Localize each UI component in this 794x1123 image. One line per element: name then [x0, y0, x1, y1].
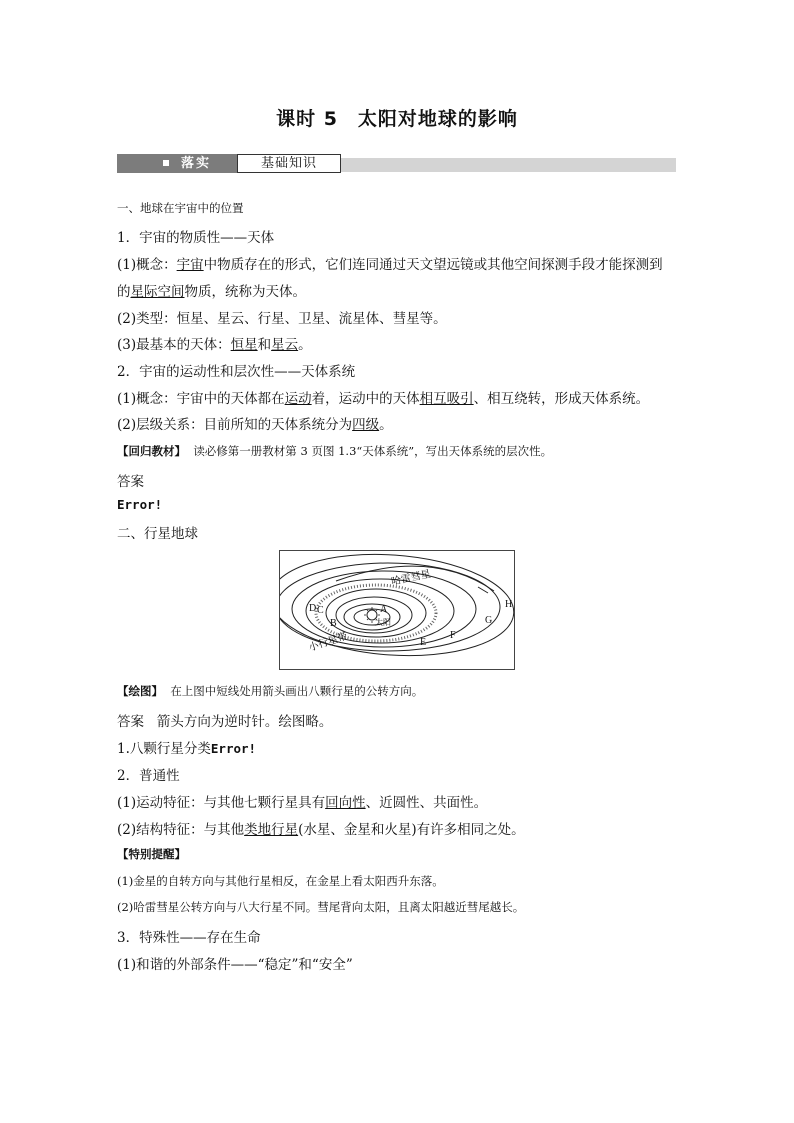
- review-textbook-note: 【回归教材】 读必修第一册教材第 3 页图 1.3“天体系统”，写出天体系统的层次性。: [117, 444, 553, 458]
- basic-body-line: (3)最基本的天体：恒星和星云。: [117, 337, 312, 353]
- type-line: (2)类型：恒星、星云、行星、卫星、流星体、彗星等。: [117, 311, 447, 327]
- square-bullet-icon: [163, 160, 169, 166]
- section-banner: [117, 154, 676, 173]
- answer-label: 答案: [117, 474, 144, 490]
- subsection-title: 2．宇宙的运动性和层次性——天体系统: [117, 364, 356, 380]
- asteroid-belt-label: 小行星带: [307, 631, 349, 654]
- drawing-answer: 答案 箭头方向为逆时针。绘图略。: [117, 714, 333, 730]
- reminder-line-2: (2)哈雷彗星公转方向与八大行星不同。彗尾背向太阳，且离太阳越近彗尾越长。: [117, 900, 525, 914]
- planet-label-f: F: [450, 630, 456, 641]
- concept-line-2: 的星际空间物质，统称为天体。: [117, 284, 306, 300]
- planet-classification-line: 1.八颗行星分类Error!: [117, 741, 257, 757]
- planet-label-a: A: [380, 604, 388, 615]
- banner-tab: 基础知识: [237, 154, 341, 173]
- planet-label-c: C: [317, 605, 324, 616]
- planet-label-h: H: [505, 599, 513, 610]
- system-concept-line: (1)概念：宇宙中的天体都在运动着，运动中的天体相互吸引、相互绕转，形成天体系统。: [117, 391, 650, 407]
- comet-label: 哈雷彗星: [390, 568, 432, 588]
- solar-system-diagram: [280, 551, 514, 669]
- sun-label: 太阳: [375, 618, 391, 627]
- structure-feature-line: (2)结构特征：与其他类地行星(水星、金星和火星)有许多相同之处。: [117, 822, 525, 838]
- section-heading-1: 一、地球在宇宙中的位置: [117, 201, 244, 215]
- hierarchy-line: (2)层级关系：目前所知的天体系统分为四级。: [117, 417, 393, 433]
- error-text: Error!: [117, 497, 163, 512]
- external-conditions-line: (1)和谐的外部条件——“稳定”和“安全”: [117, 957, 353, 973]
- section-heading-2: 二、行星地球: [117, 526, 198, 542]
- subsection-title: 2．普通性: [117, 768, 180, 784]
- reminder-line-1: (1)金星的自转方向与其他行星相反，在金星上看太阳西升东落。: [117, 874, 444, 888]
- subsection-title: 3．特殊性——存在生命: [117, 930, 261, 946]
- motion-feature-line: (1)运动特征：与其他七颗行星具有回向性、近圆性、共面性。: [117, 795, 488, 811]
- comet-tail: [478, 587, 488, 593]
- solar-system-figure: [279, 550, 515, 670]
- banner-tag: 落实: [117, 154, 237, 173]
- subsection-title: 1．宇宙的物质性——天体: [117, 230, 275, 246]
- drawing-task-note: 【绘图】 在上图中短线处用箭头画出八颗行星的公转方向。: [117, 684, 424, 698]
- planet-label-e: E: [420, 637, 427, 648]
- planet-label-b: B: [330, 618, 337, 629]
- page-title: 课时 5 太阳对地球的影响: [276, 108, 518, 130]
- special-reminder-tag: 【特别提醒】: [117, 847, 186, 861]
- concept-line-1: (1)概念：宇宙中物质存在的形式，它们连同通过天文望远镜或其他空间探测手段才能探测到: [117, 257, 663, 273]
- planet-label-d: D: [309, 603, 317, 614]
- planet-label-g: G: [485, 615, 493, 626]
